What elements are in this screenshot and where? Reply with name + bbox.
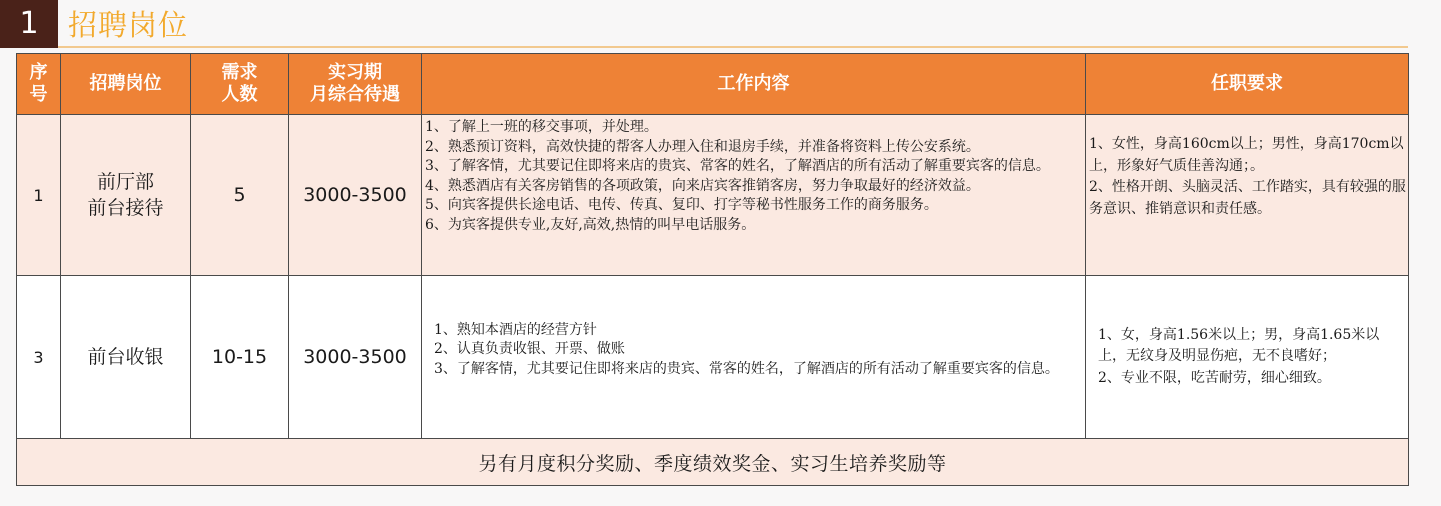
row-headcount: 5 bbox=[191, 115, 289, 276]
header-seq-line-2: 号 bbox=[29, 84, 48, 105]
requirement-item: 2、专业不限，吃苦耐劳，细心细致。 bbox=[1098, 369, 1331, 386]
row-seq: 3 bbox=[17, 276, 61, 439]
duty-item: 6、为宾客提供专业,友好,高效,热情的叫早电话服务。 bbox=[425, 216, 756, 233]
table-row bbox=[17, 276, 1409, 439]
header-seq-line-1: 序 bbox=[29, 62, 48, 83]
duty-item: 5、向宾客提供长途电话、电传、传真、复印、打字等秘书性服务工作的商务服务。 bbox=[425, 197, 938, 213]
table-footer-row bbox=[17, 439, 1409, 486]
row-salary: 3000-3500 bbox=[289, 115, 422, 276]
requirement-item: 1、女性，身高160cm以上；男性，身高170cm以上，形象好气质佳善沟通；。 bbox=[1089, 136, 1404, 174]
duty-item: 1、熟知本酒店的经营方针 bbox=[434, 321, 597, 338]
position-line-1: 前台收银 bbox=[87, 346, 164, 368]
section-title: 招聘岗位 bbox=[68, 8, 189, 42]
header-salary-line-1: 实习期 bbox=[328, 62, 382, 83]
duty-item: 2、熟悉预订资料，高效快捷的帮客人办理入住和退房手续，并准备将资料上传公安系统。 bbox=[425, 138, 980, 155]
table-header-row bbox=[17, 54, 1409, 115]
header-headcount-line-2: 人数 bbox=[221, 84, 258, 105]
row-duties bbox=[422, 115, 1086, 276]
position-line-1: 前厅部 bbox=[96, 171, 154, 193]
duty-item: 2、认真负责收银、开票、做账 bbox=[434, 341, 625, 358]
header-headcount bbox=[191, 54, 289, 115]
requirement-item: 1、女，身高1.56米以上；男，身高1.65米以上，无纹身及明显伤疤，无不良嗜好； bbox=[1098, 326, 1380, 365]
position-line-2: 前台接待 bbox=[87, 197, 164, 219]
row-requirements bbox=[1086, 276, 1409, 439]
header-headcount-line-1: 需求 bbox=[221, 62, 258, 83]
row-seq: 1 bbox=[17, 115, 61, 276]
row-salary: 3000-3500 bbox=[289, 276, 422, 439]
duty-item: 3、了解客情，尤其要记住即将来店的贵宾、常客的姓名，了解酒店的所有活动了解重要宾客的信息。 bbox=[434, 360, 1059, 377]
header-position: 招聘岗位 bbox=[61, 54, 191, 115]
row-requirements bbox=[1086, 115, 1409, 276]
requirement-item: 2、性格开朗、头脑灵活、工作踏实，具有较强的服务意识、推销意识和责任感。 bbox=[1089, 179, 1406, 217]
row-headcount: 10-15 bbox=[191, 276, 289, 439]
duty-item: 4、熟悉酒店有关客房销售的各项政策，向来店宾客推销客房，努力争取最好的经济效益。 bbox=[425, 177, 980, 194]
duty-item: 3、了解客情，尤其要记住即将来店的贵宾、常客的姓名，了解酒店的所有活动了解重要宾客的信息。 bbox=[425, 158, 1050, 174]
row-position bbox=[61, 276, 191, 439]
table-row bbox=[17, 115, 1409, 276]
header-requirements: 任职要求 bbox=[1086, 54, 1409, 115]
header-salary-line-2: 月综合待遇 bbox=[310, 84, 400, 105]
recruitment-table bbox=[16, 53, 1409, 486]
row-duties bbox=[422, 276, 1086, 439]
section-number-badge: 1 bbox=[0, 0, 58, 48]
duty-item: 1、了解上一班的移交事项，并处理。 bbox=[425, 119, 658, 135]
row-position bbox=[61, 115, 191, 276]
header-seq bbox=[17, 54, 61, 115]
footer-bonus-note: 另有月度积分奖励、季度绩效奖金、实习生培养奖励等 bbox=[17, 439, 1409, 486]
title-divider bbox=[58, 46, 1408, 48]
header-salary bbox=[289, 54, 422, 115]
header-duties: 工作内容 bbox=[422, 54, 1086, 115]
